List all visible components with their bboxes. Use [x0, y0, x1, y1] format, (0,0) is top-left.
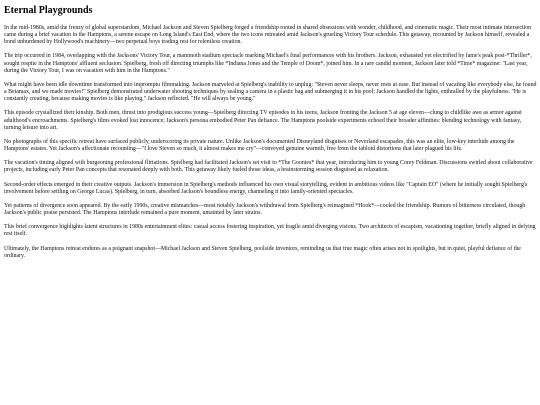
paragraph: Second-order effects emerged in their creative outputs. Jackson's immersion in Spielberg's methods influenced his own visual storytelling, evident in ambitious videos like "Captain EO" (where he initially sought Spielberg's involvement before settling on George Lucas). Spielberg, in turn, absorbed Jackson's boundless energy, channeling it into family-oriented spectacles. — [4, 181, 528, 195]
paragraph: The trip occurred in 1984, overlapping with the Jacksons' Victory Tour, a mammoth stadium spectacle marking Michael's final performances with his brothers. Jackson, exhausted yet electrified by fame's peak post-*Thriller*, sought respite in the Hamptons' affluent seclusion. Spielberg, fresh off directing triumphs like *Indiana Jones and the Temple of Doom*, joined him. In a rare candid moment, Jackson later told *Time* magazine: "Last year, during the Victory Tour, I was on vacation with him in the Hamptons." — [4, 53, 532, 74]
paragraph: The vacation's timing aligned with burgeoning professional flirtations. Spielberg had facilitated Jackson's set visit to *The Goonies* that year, introducing him to young Corey Feldman. Discussions swirled about collaborative projects, including early Peter Pan concepts that resonated deeply with both. This getaway likely fueled those ideas, a brainstorming session disguised as relaxation. — [4, 160, 533, 174]
paragraph: Yet patterns of divergence soon appeared. By the early 1990s, creative mismatches—most notably Jackson's withdrawal from Spielberg's reimagined *Hook*—cooled the friendship. Rumors of bitterness circulated, though Jackson's public praise persisted. The Hamptons interlude remained a pure moment, untainted by later strains. — [4, 203, 526, 217]
article-title: Eternal Playgrounds — [4, 5, 93, 16]
paragraph: This brief convergence highlights latent structures in 1980s entertainment elites: casual access fostering inspiration, yet fragile amid diverging visions. Two architects of escapism, vacationing together, briefly aligned in defying rest itself. — [4, 224, 536, 238]
paragraph: What might have been idle downtime transformed into impromptu filmmaking. Jackson marveled at Spielberg's inability to unplug: "Steven never sleeps, never rests at ease. But instead of vacating like everybody else, he found a Betamax, and we made movies!" Spielberg demonstrated underwater shooting techniques by sealing a camera in a plastic bag and submerging it in his pool; Jackson handled the lights, enthralled by the playfulness. "He is constantly creating, because making movies is like playing," Jackson reflected. "He will always be young." — [4, 81, 537, 103]
paragraph: No photographs of this specific retreat have surfaced publicly, underscoring its private nature. Unlike Jackson's documented Disneyland disguises or Neverland escapades, this was an elite, low-key interlude among the Hamptons' estates. Yet Jackson's affectionate recounting—"I love Steven so much, it almost makes me cry"—conveyed genuine warmth, free from the tabloid distortions that later plagued his life. — [4, 138, 515, 152]
paragraph: This episode crystallized their kinship. Both men, thrust into prodigious success young—Spielberg directing TV episodes in his teens, Jackson fronting the Jackson 5 at age eleven—clung to childlike awe as armor against adulthood's encroachments. Spielberg's films evoked lost innocence; Jackson's persona embodied Peter Pan defiance. The Hamptons poolside experiments echoed their broader affinities: blending technology with fantasy, turning leisure into art. — [4, 110, 522, 131]
paragraph: Ultimately, the Hamptons retreat endures as a poignant snapshot—Michael Jackson and Steven Spielberg, poolside inventors, reminding us that true magic often arises not in spotlights, but in quiet, playful defiance of the ordinary. — [4, 245, 521, 259]
paragraph: In the mid-1980s, amid the frenzy of global superstardom, Michael Jackson and Steven Spielberg forged a friendship rooted in shared obsessions with wonder, childhood, and cinematic magic. Their most intimate intersection came during a brief vacation in the Hamptons, a serene escape on Long Island's East End, where the two icons retreated amid Jackson's grueling Victory Tour schedule. This getaway, recounted by Jackson himself, revealed a bond unburdened by Hollywood's machinery—two perpetual boys trading rest for relentless creation. — [4, 25, 532, 46]
